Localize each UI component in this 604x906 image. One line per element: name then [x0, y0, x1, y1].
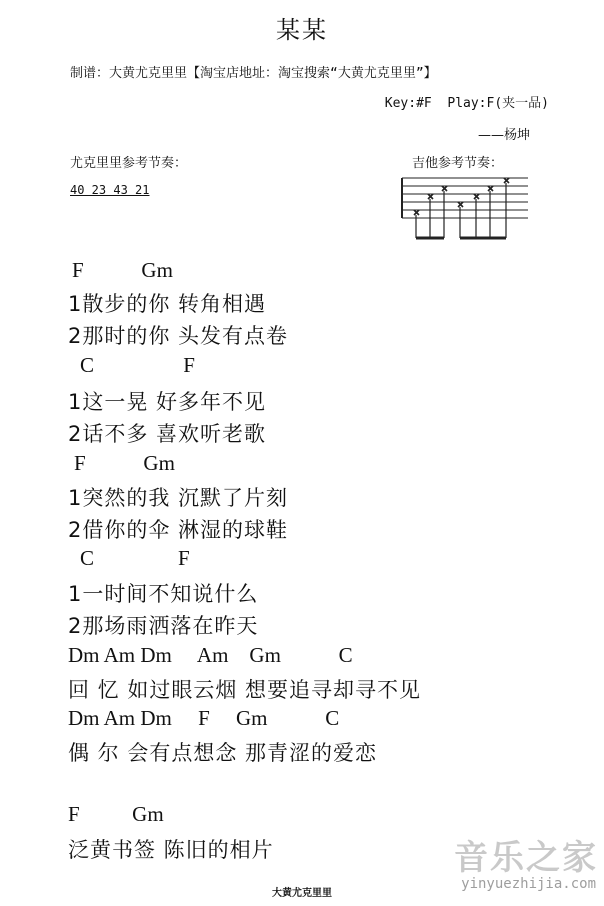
chord-line: C F: [80, 546, 190, 570]
uke-rhythm-pattern: 40 23 43 21: [70, 183, 150, 197]
chord-line: F Gm: [68, 802, 164, 826]
chord-line: Dm Am Dm Am Gm C: [68, 643, 353, 667]
lyric-line: 1散步的你 转角相遇: [68, 292, 267, 316]
uke-rhythm-label: 尤克里里参考节奏：: [70, 156, 188, 171]
lyric-line: 1突然的我 沉默了片刻: [68, 486, 289, 510]
chord-line: C F: [80, 353, 195, 377]
lyric-line: 回 忆 如过眼云烟 想要追寻却寻不见: [68, 678, 422, 702]
lyric-line: 2借你的伞 淋湿的球鞋: [68, 518, 289, 542]
watermark-logo: 音乐之家: [454, 838, 598, 878]
strum-x: [458, 202, 463, 207]
key-info: Key:#F Play:F(夹一品): [384, 96, 549, 111]
chord-line: F Gm: [74, 451, 175, 475]
lyric-line: 2那时的你 头发有点卷: [68, 324, 289, 348]
guitar-rhythm-label: 吉他参考节奏：: [412, 156, 504, 171]
lyric-line: 泛黄书签 陈旧的相片: [68, 838, 274, 862]
watermark-url: yinyuezhijia.com: [461, 876, 596, 892]
chord-line: F Gm: [72, 258, 173, 282]
strum-x: [442, 186, 447, 191]
lyric-line: 2话不多 喜欢听老歌: [68, 422, 267, 446]
strum-x: [428, 194, 433, 199]
lyric-line: 1一时间不知说什么: [68, 582, 259, 606]
strum-x: [414, 210, 419, 215]
lyric-line: 2那场雨洒落在昨天: [68, 614, 259, 638]
strum-marks: [414, 178, 509, 215]
song-title: 某某: [276, 16, 328, 44]
chord-line: Dm Am Dm F Gm C: [68, 706, 340, 730]
strum-x: [504, 178, 509, 183]
arranger-credit: 制谱：大黄尤克里里【淘宝店地址：淘宝搜索“大黄尤克里里”】: [70, 66, 437, 81]
strum-x: [488, 186, 493, 191]
song-author: ——杨坤: [477, 128, 530, 143]
lyric-line: 1这一晃 好多年不见: [68, 390, 267, 414]
lyric-line: 偶 尔 会有点想念 那青涩的爱恋: [68, 741, 378, 765]
strum-x: [474, 194, 479, 199]
footer-brand: 大黄尤克里里: [272, 888, 332, 899]
guitar-strum-tab: [400, 172, 530, 244]
